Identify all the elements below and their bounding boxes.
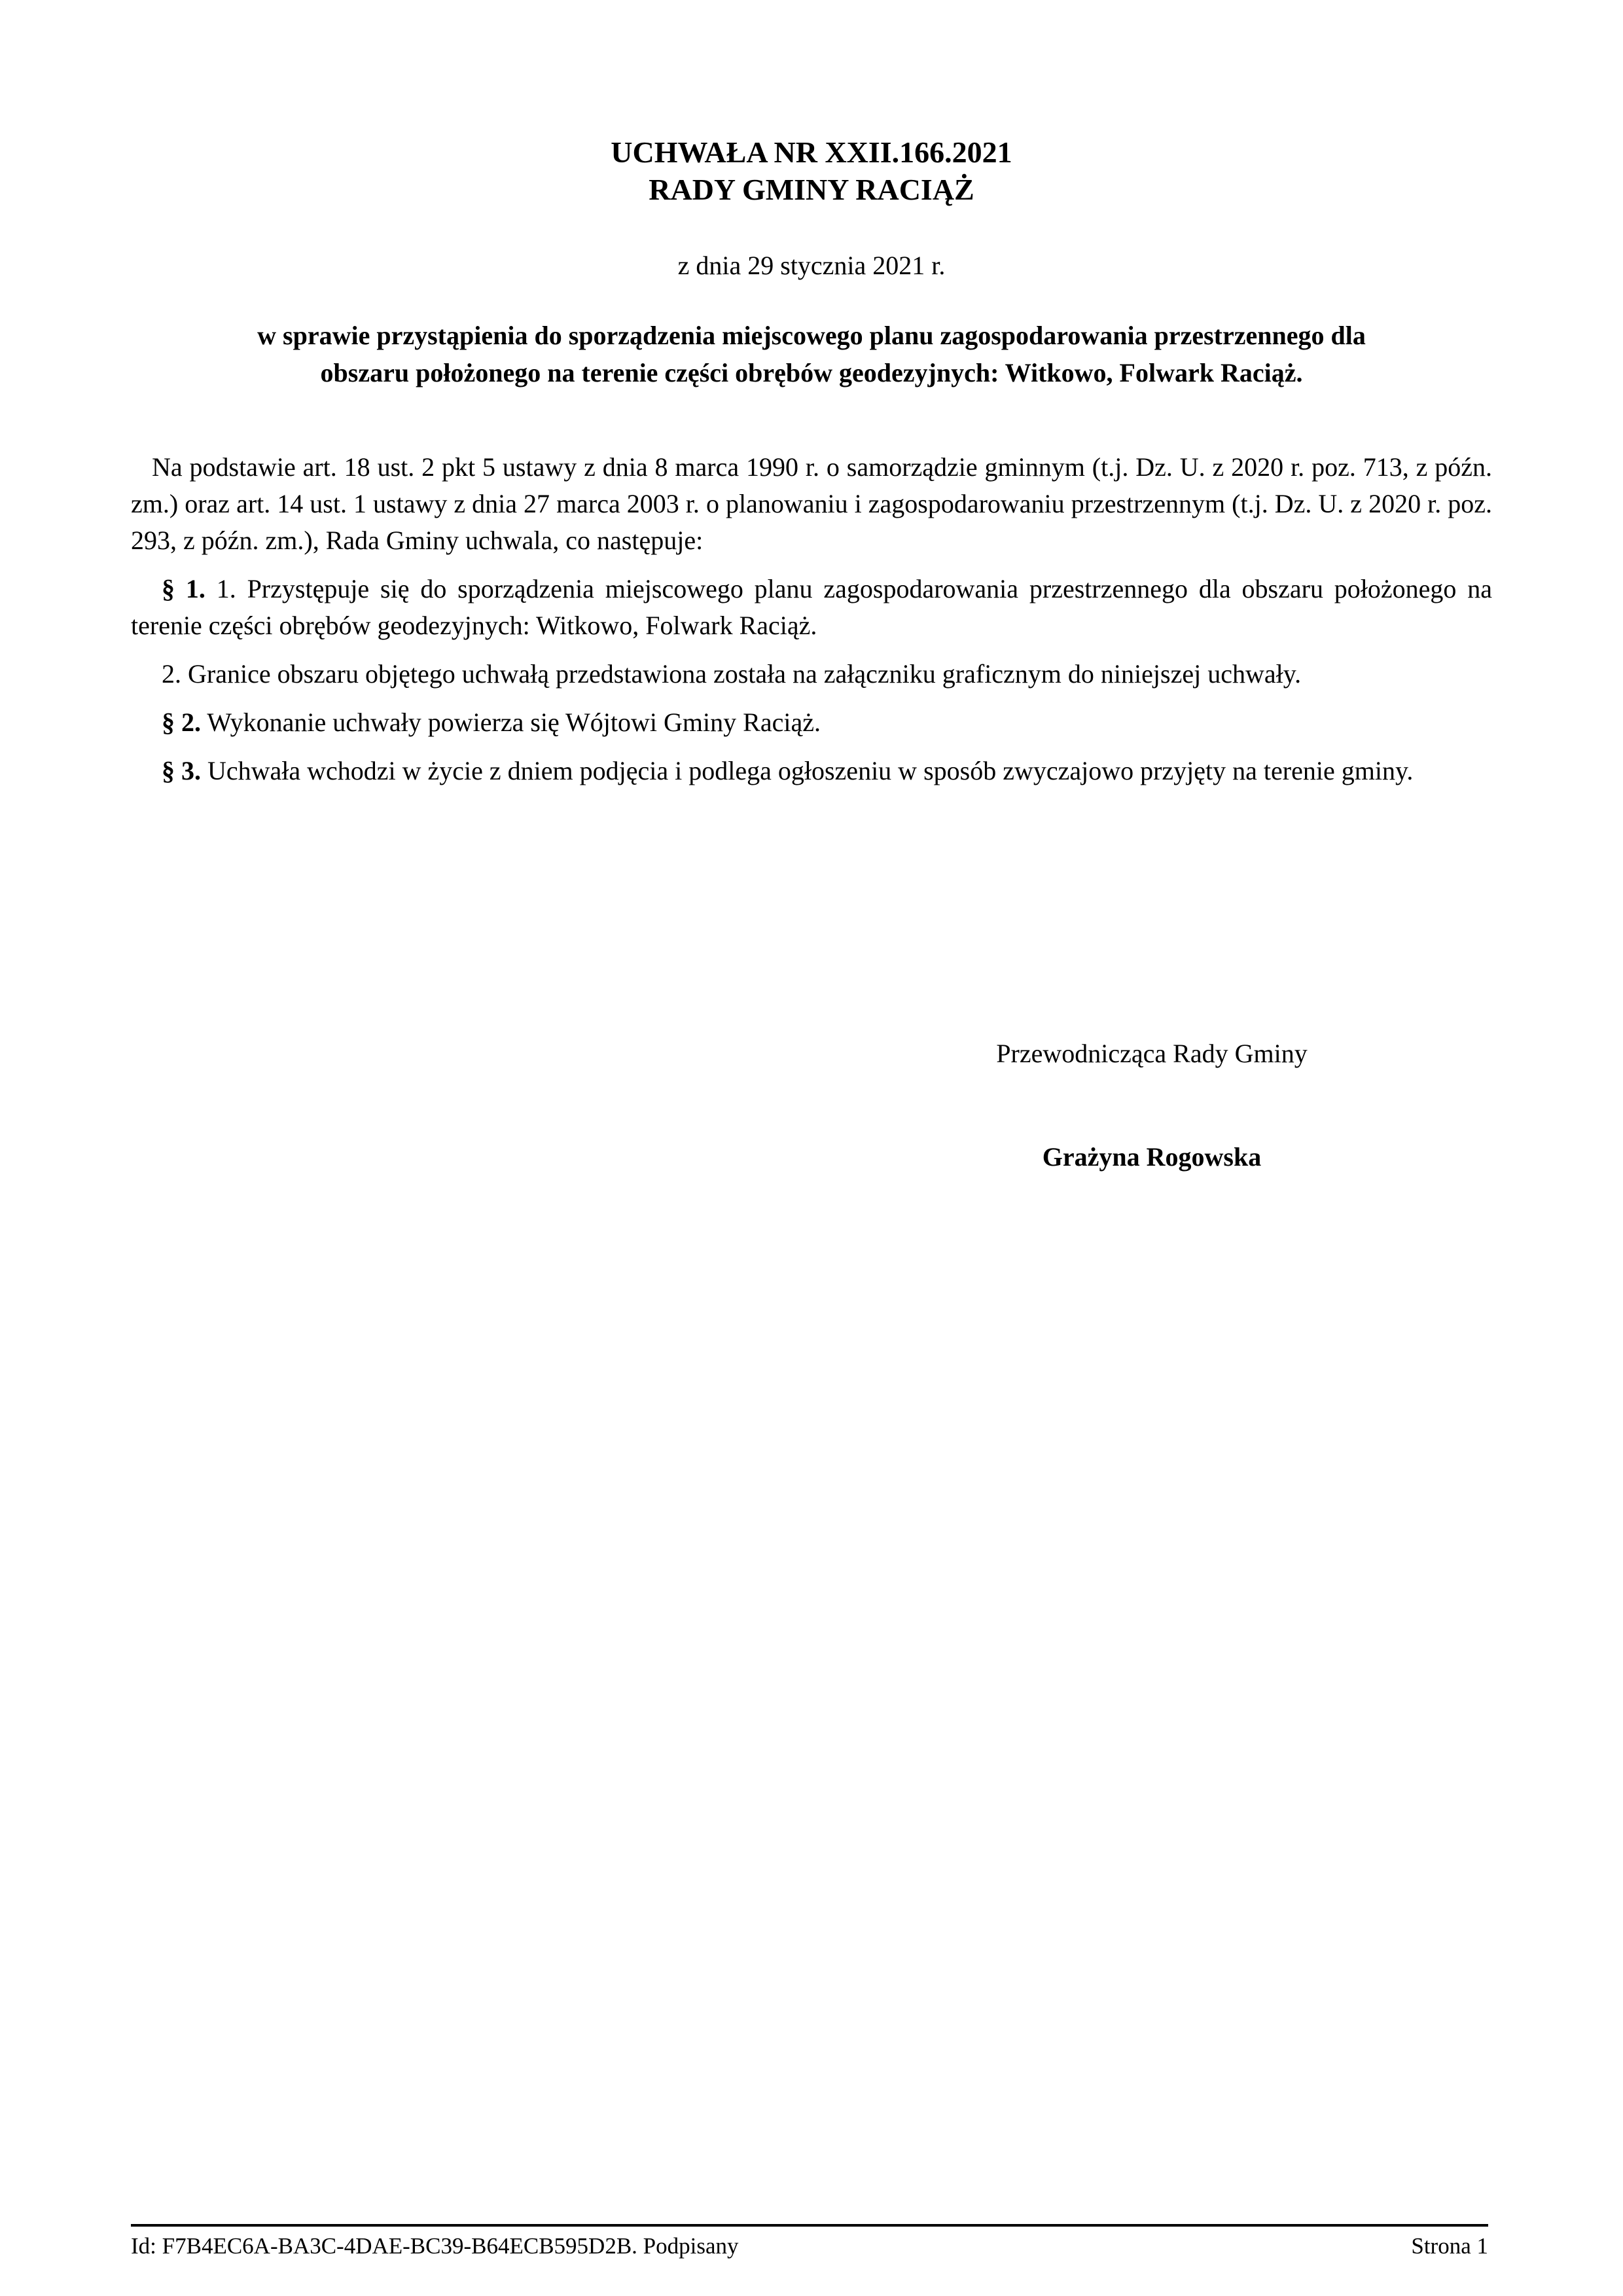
paragraph-s1-lead: § 1. <box>162 574 205 603</box>
paragraph-s1-ust2 <box>131 656 1492 692</box>
signature-name: Grażyna Rogowska <box>1042 1142 1262 1172</box>
paragraph-s1 <box>131 571 1492 644</box>
document-subject <box>131 317 1492 391</box>
preamble-paragraph: Na podstawie art. 18 ust. 2 pkt 5 ustawy z dnia 8 marca 1990 r. o samorządzie gminnym (t.j. Dz. U. z 2020 r. poz. 713, z późn. zm.) oraz art. 14 ust. 1 ustawy z dnia 27 marca 2003 r. o planowaniu i zagospodarowaniu przestrzennym (t.j. Dz. U. z 2020 r. poz. 293, z późn. zm.), Rada Gminy uchwala, co następuje: <box>131 452 1492 555</box>
paragraph-s3 <box>131 753 1492 789</box>
document-content <box>131 0 1492 789</box>
paragraph-s2-lead: § 2. <box>162 708 201 737</box>
paragraph-s3-text: Uchwała wchodzi w życie z dniem podjęcia i podlega ogłoszeniu w sposób zwyczajowo przyjęty na terenie gminy. <box>207 756 1414 785</box>
footer-page-number: Strona 1 <box>1411 2233 1488 2259</box>
signature-block <box>812 1037 1492 1174</box>
document-title <box>131 134 1492 208</box>
paragraph-s2 <box>131 704 1492 741</box>
page-footer <box>131 2224 1488 2261</box>
paragraph-s1-ust2-text: 2. Granice obszaru objętego uchwałą przedstawiona została na załączniku graficznym do niniejszej uchwały. <box>162 659 1302 689</box>
document-date: z dnia 29 stycznia 2021 r. <box>677 251 946 280</box>
footer-divider <box>131 2224 1488 2227</box>
paragraph-s3-lead: § 3. <box>162 756 201 785</box>
title-line-2: RADY GMINY RACIĄŻ <box>649 173 974 206</box>
subject-line-2: obszaru położonego na terenie części obrębów geodezyjnych: Witkowo, Folwark Raciąż. <box>320 358 1303 387</box>
subject-line-1: w sprawie przystąpienia do sporządzenia miejscowego planu zagospodarowania przestrzennego dla <box>257 321 1366 350</box>
paragraph-s1-text: 1. Przystępuje się do sporządzenia miejscowego planu zagospodarowania przestrzennego dla obszaru położonego na terenie części obrębów geodezyjnych: Witkowo, Folwark Raciąż. <box>131 574 1493 640</box>
signature-role: Przewodnicząca Rady Gminy <box>996 1039 1308 1068</box>
footer-doc-id: Id: F7B4EC6A-BA3C-4DAE-BC39-B64ECB595D2B. Podpisany <box>131 2233 739 2259</box>
title-line-1: UCHWAŁA NR XXII.166.2021 <box>611 135 1012 169</box>
paragraph-s2-text: Wykonanie uchwały powierza się Wójtowi Gminy Raciąż. <box>207 708 821 737</box>
footer-row <box>131 2232 1488 2261</box>
